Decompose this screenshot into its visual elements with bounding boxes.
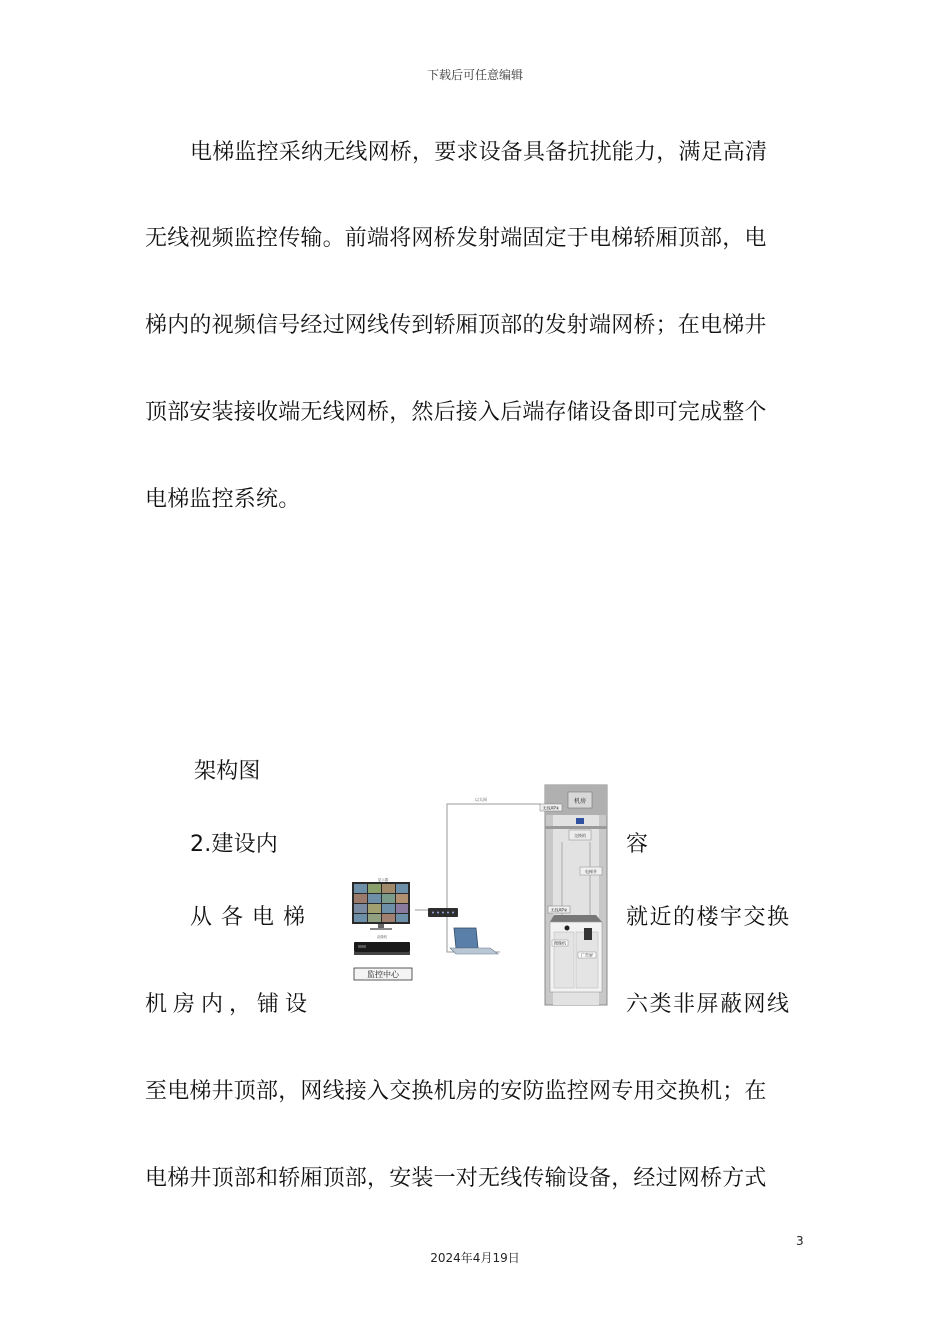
wrap-line-right: 就近的楼宇交换 xyxy=(626,905,791,930)
network-lines xyxy=(415,804,540,952)
section-title-left: 2.建设内 xyxy=(190,832,278,857)
wrap-line-right: 六类非屏蔽网线 xyxy=(626,992,791,1017)
section-title-right: 容 xyxy=(626,832,649,857)
paragraph-line: 顶部安装接收端无线网桥，然后接入后端存储设备即可完成整个 xyxy=(145,400,767,425)
page-number: 3 xyxy=(796,1234,804,1248)
laptop-icon xyxy=(450,928,498,954)
paragraph-line: 电梯监控采纳无线网桥，要求设备具备抗扰能力，满足高清 xyxy=(190,140,768,165)
display-label: 显示器 xyxy=(377,878,389,882)
ap2-label: 无线AP② xyxy=(550,907,568,913)
paragraph-line: 电梯监控系统。 xyxy=(145,487,301,512)
architecture-diagram xyxy=(340,782,620,1007)
ethernet-label: 以太网 xyxy=(475,797,487,802)
network-switch-icon xyxy=(428,908,458,917)
paragraph-line: 电梯井顶部和轿厢顶部，安装一对无线传输设备，经过网桥方式 xyxy=(145,1166,767,1191)
elevator-shaft-icon xyxy=(540,785,607,1005)
camera-label: 摄像机 xyxy=(554,940,566,946)
paragraph-line: 无线视频监控传输。前端将网桥发射端固定于电梯轿厢顶部，电 xyxy=(145,226,767,251)
wrap-line-left: 从各电梯 xyxy=(190,905,315,930)
nvr-label: 录像机 xyxy=(376,935,388,939)
switch-label: 交换机 xyxy=(574,833,586,838)
figure-caption: 架构图 xyxy=(194,759,261,784)
ad-screen-label: 广告屏 xyxy=(581,952,593,958)
page-header: 下载后可任意编辑 xyxy=(426,68,523,82)
monitoring-center-label: 监控中心 xyxy=(367,970,399,979)
monitor-wall-icon xyxy=(352,882,410,930)
wrap-line-left: 机房内，铺设 xyxy=(145,992,314,1017)
machine-room-label: 机房 xyxy=(573,798,587,805)
nvr-recorder-icon xyxy=(354,942,410,955)
shaft-label: 电梯井 xyxy=(585,869,597,874)
paragraph-line: 至电梯井顶部，网线接入交换机房的安防监控网专用交换机；在 xyxy=(145,1079,767,1104)
ap1-label: 无线AP① xyxy=(542,805,560,811)
paragraph-line: 梯内的视频信号经过网线传到轿厢顶部的发射端网桥；在电梯井 xyxy=(145,313,767,338)
page-date: 2024年4月19日 xyxy=(430,1251,520,1265)
